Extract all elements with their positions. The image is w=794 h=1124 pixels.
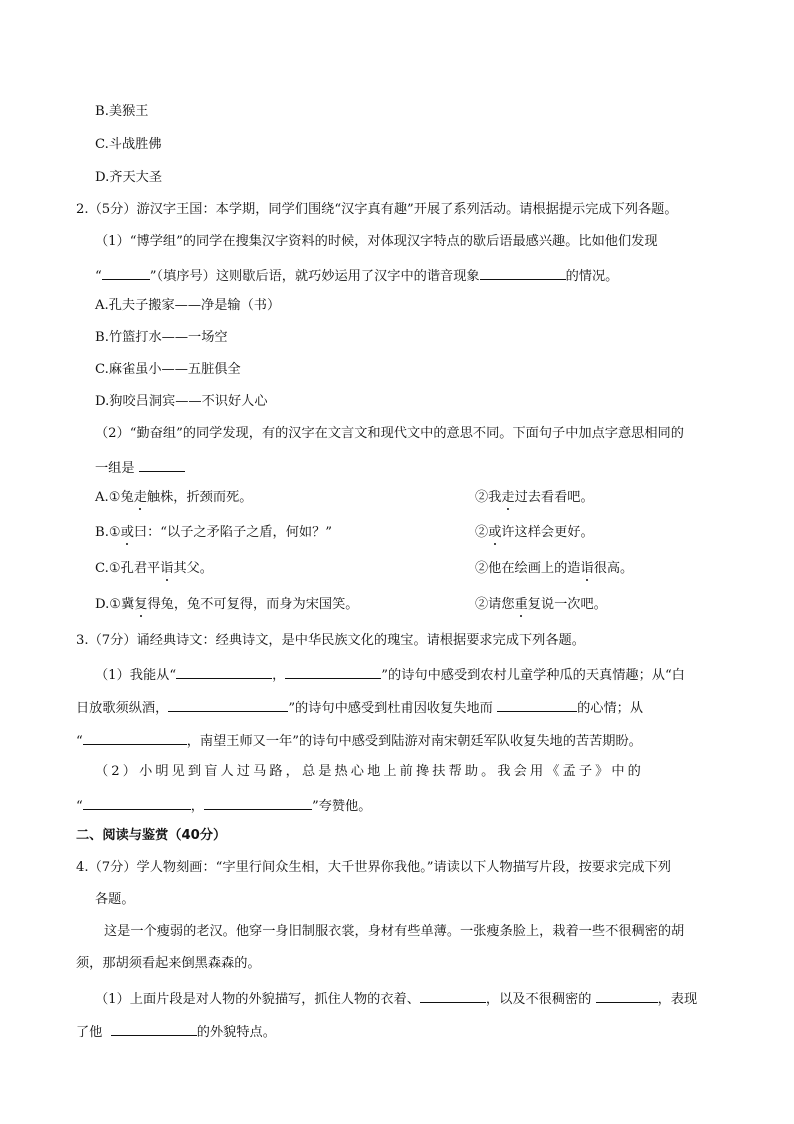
row-label: A. [95, 490, 109, 505]
q2-row-b-left [95, 524, 332, 542]
answer-blank[interactable] [83, 795, 191, 810]
q2-part2-line2 [95, 457, 185, 478]
q3-stem: 3.（7分）诵经典诗文：经典诗文，是中华民族文化的瑰宝。请根据要求完成下列各题。 [76, 633, 585, 648]
q3-text: ”的诗句中感受到杜甫因收复失地而 [288, 701, 493, 716]
q2-row-d-right [475, 596, 607, 614]
q4-part1-line2 [76, 1021, 276, 1042]
q3-text: 的心情；从 [577, 701, 644, 716]
q4-text: 的外貌特点。 [196, 1025, 276, 1040]
q2-part1-text: ”（填序号）这则歇后语，就巧妙运用了汉字中的谐音现象 [149, 269, 480, 284]
sentence-text: ②他在绘画上的造 [475, 561, 581, 576]
dotted-character: 或 [120, 525, 134, 540]
q4-text: （1）上面片段是对人物的外貌描写，抓住人物的衣着、 [95, 992, 420, 1007]
q3-part2-line1: （2）小明见到盲人过马路，总是热心地上前搀扶帮助。我会用《孟子》中的 [95, 764, 644, 779]
q3-text: 日放歌须纵酒， [76, 701, 169, 716]
q4-text: ，表现 [657, 992, 698, 1007]
q2-option-d: D.狗咬吕洞宾——不识好人心 [95, 394, 268, 409]
q4-text: 了他 [76, 1025, 103, 1040]
sentence-text: ② [475, 525, 489, 540]
q4-passage-line1: 这是一个瘦弱的老汉。他穿一身旧制服衣裳，身材有些单薄。一张瘦条脸上，栽着一些不很稠密的胡 [104, 924, 685, 939]
q2-row-a-left [95, 489, 252, 507]
q3-text: ”夸赞他。 [311, 799, 372, 814]
q3-part1-line3 [76, 730, 642, 751]
q3-text: ， [272, 668, 286, 683]
sentence-text: ① [108, 525, 121, 540]
sentence-text: ①孔君平 [108, 561, 161, 576]
q4-stem-line2: 各题。 [95, 892, 135, 907]
dotted-character: 诣 [160, 561, 174, 576]
answer-blank[interactable] [480, 265, 566, 280]
q3-text: ， [190, 799, 204, 814]
sentence-text: 曰：“以子之矛陷子之盾，何如？” [133, 525, 333, 540]
q3-part1-line1 [95, 664, 685, 685]
q2-row-b-right [475, 524, 594, 542]
q4-part1-line1 [95, 988, 697, 1009]
q3-text: “ [76, 799, 83, 814]
dotted-character: 重 [514, 597, 528, 612]
q2-option-a: A.孔夫子搬家——净是输（书） [95, 298, 281, 313]
option-d: D.齐天大圣 [95, 170, 163, 185]
section-heading: 二、阅读与鉴赏（40分） [76, 828, 227, 843]
dotted-character: 复 [134, 597, 148, 612]
q2-part2-line1: （2）“勤奋组”的同学发现，有的汉字在文言文和现代文中的意思不同。下面句子中加点字意思相同的 [95, 426, 684, 441]
answer-blank[interactable] [420, 988, 486, 1003]
sentence-text: 得兔，兔不可复得，而身为宋国笑。 [147, 597, 359, 612]
option-c: C.斗战胜佛 [95, 137, 162, 152]
sentence-text: 许这样会更好。 [501, 525, 594, 540]
sentence-text: ②我 [475, 490, 502, 505]
q3-text: （1）我能从“ [95, 668, 177, 683]
q2-row-d-left [95, 596, 359, 614]
answer-blank[interactable] [596, 988, 658, 1003]
q3-text: ”的诗句中感受到农村儿童学种瓜的天真情趣；从“白 [381, 668, 685, 683]
q2-part1-line1: （1）“博学组”的同学在搜集汉字资料的时候，对体现汉字特点的歇后语最感兴趣。比如他们发现 [95, 234, 658, 249]
sentence-text: 过去看看吧。 [514, 490, 594, 505]
q4-passage-line2: 须，那胡须看起来倒黑森森的。 [76, 956, 261, 971]
sentence-text: 复说一次吧。 [527, 597, 607, 612]
q3-part2-line2 [76, 795, 371, 816]
answer-blank[interactable] [176, 664, 272, 679]
q4-text: ，以及不很稠密的 [485, 992, 592, 1007]
dotted-character: 走 [501, 490, 515, 505]
sentence-text: ②请您 [475, 597, 515, 612]
sentence-text: 很高。 [593, 561, 634, 576]
quote-open: “ [95, 269, 102, 284]
q4-stem-line1: 4.（7分）学人物刻画：“字里行间众生相，大千世界你我他。”请读以下人物描写片段，按要求完成下列 [76, 860, 671, 875]
row-label: C. [95, 561, 109, 576]
q3-text: ，南望王师又一年”的诗句中感受到陆游对南宋朝廷军队收复失地的苦苦期盼。 [186, 734, 642, 749]
sentence-text: ①冀 [109, 597, 135, 612]
q2-row-c-left [95, 560, 213, 578]
answer-blank[interactable] [111, 1021, 197, 1036]
answer-blank[interactable] [285, 664, 381, 679]
row-label: D. [95, 597, 110, 612]
q2-stem: 2.（5分）游汉字王国：本学期，同学们围绕“汉字真有趣”开展了系列活动。请根据提示完成下列各题。 [76, 202, 678, 217]
sentence-text: 其父。 [173, 561, 213, 576]
answer-blank[interactable] [168, 697, 288, 712]
q2-part1-tail: 的情况。 [565, 269, 619, 284]
dotted-character: 或 [488, 525, 502, 540]
row-label: B. [95, 525, 109, 540]
answer-blank[interactable] [139, 457, 185, 472]
answer-blank[interactable] [83, 730, 187, 745]
q2-row-c-right [475, 560, 633, 578]
dotted-character: 走 [133, 490, 147, 505]
q2-part1-line2 [95, 265, 618, 286]
q3-text: “ [76, 734, 83, 749]
sentence-text: ①兔 [108, 490, 134, 505]
q2-option-b: B.竹篮打水——一场空 [95, 330, 228, 345]
option-b: B.美猴王 [95, 104, 149, 119]
q3-part1-line2 [76, 697, 643, 718]
answer-blank[interactable] [102, 265, 150, 280]
q2-part2-text: 一组是 [95, 461, 135, 476]
sentence-text: 触株，折颈而死。 [146, 490, 253, 505]
answer-blank[interactable] [497, 697, 577, 712]
answer-blank[interactable] [204, 795, 312, 810]
q2-row-a-right [475, 489, 594, 507]
q2-option-c: C.麻雀虽小——五脏俱全 [95, 362, 241, 377]
dotted-character: 诣 [580, 561, 594, 576]
